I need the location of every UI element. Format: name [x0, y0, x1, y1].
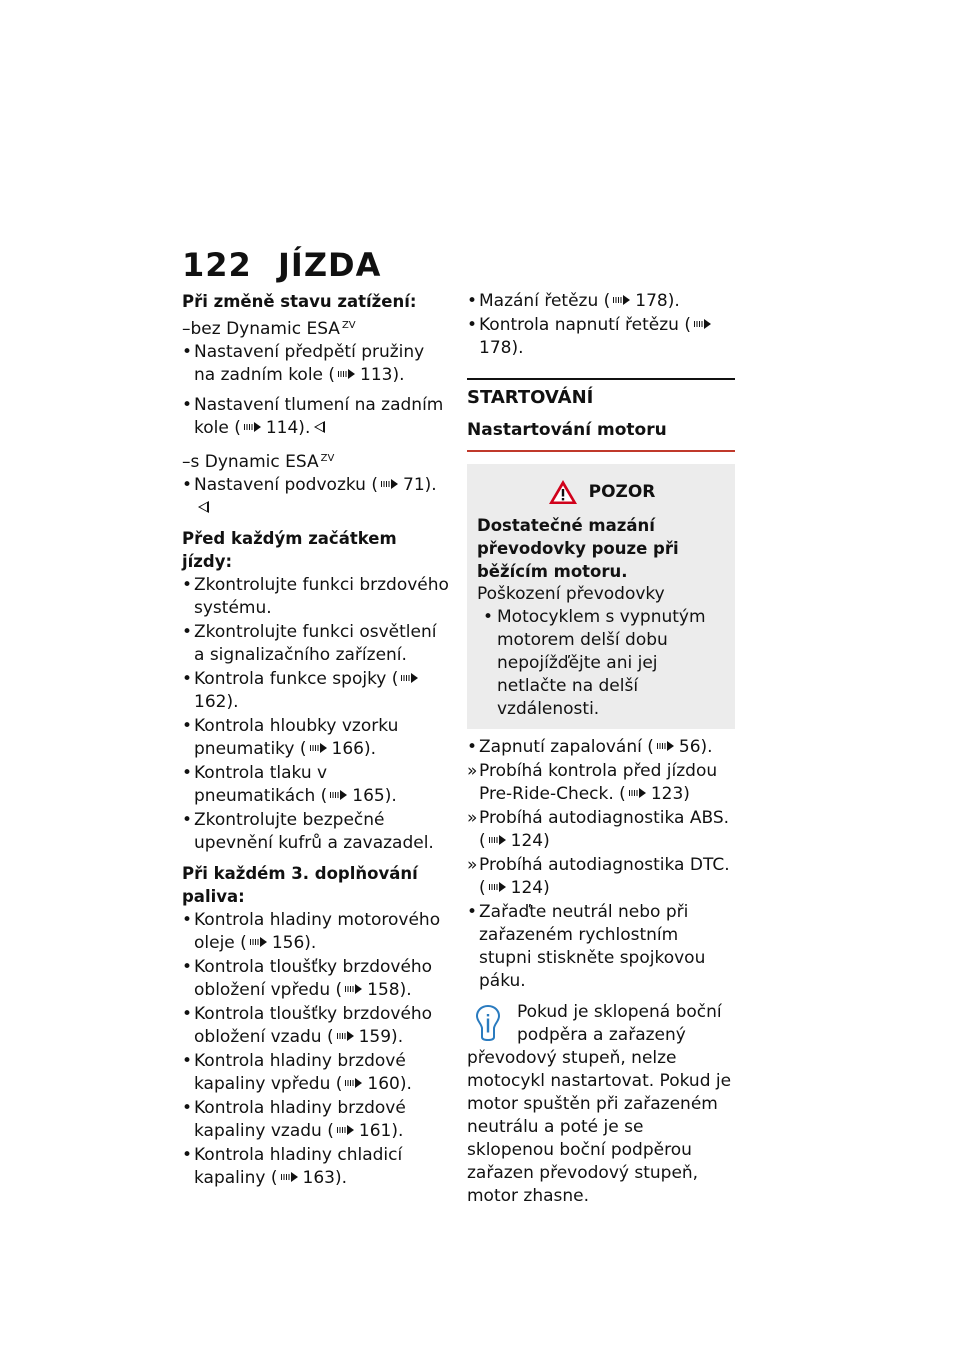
subsection-title: Nastartování motoru [467, 419, 735, 452]
list-item: • Kontrola hladiny brzdové kapaliny vpředu ( 160). [182, 1050, 450, 1096]
list-item: • Kontrola napnutí řetězu (178). [467, 314, 735, 360]
page-ref-icon [657, 741, 674, 751]
page-ref-icon [489, 835, 506, 845]
list-item: • Kontrola tloušťky brzdového obložení vpředu ( 158). [182, 956, 450, 1002]
list-item: • Kontrola hladiny brzdové kapaliny vzadu ( 161). [182, 1097, 450, 1143]
info-icon [473, 1003, 503, 1043]
list-item: • Nastavení předpětí pružiny na zadním kole ( 113). [182, 341, 450, 387]
list-item: • Kontrola hladiny chladicí kapaliny ( 163). [182, 1144, 450, 1190]
heading-every-third-refuel: Při každém 3. doplňování paliva: [182, 864, 418, 906]
end-mark-icon [314, 421, 325, 433]
list-item: • Zapnutí zapalování ( 56). [467, 736, 735, 759]
page-ref-icon [244, 422, 261, 432]
warning-statement: Dostatečné mazání převodovky pouze při běžícím motoru. [477, 516, 679, 581]
list-item: • Kontrola hloubky vzorku pneumatiky ( 166). [182, 715, 450, 761]
warning-action: • Motocyklem s vypnutým motorem delší dobu nepojížďějte ani jej netlačte na delší vzdálenosti. [477, 606, 725, 721]
list-item: • Nastavení podvozku ( 71). [182, 474, 450, 520]
list-item: • Kontrola tloušťky brzdového obložení vzadu ( 159). [182, 1003, 450, 1049]
page-ref-icon [694, 319, 711, 329]
list-item: • Zařaďte neutrál nebo při zařazeném rychlostním stupni stiskněte spojkovou páku. [467, 901, 735, 993]
warning-box [467, 464, 735, 729]
page-ref-icon [381, 479, 398, 489]
page-ref-icon [489, 882, 506, 892]
page-ref-icon [310, 743, 327, 753]
warning-cause: Poškození převodovky [477, 584, 665, 604]
chapter-title: JÍZDA [278, 246, 382, 284]
list-item: • Zkontrolujte funkci osvětlení a signalizačního zařízení. [182, 621, 450, 667]
page-ref-icon [338, 369, 355, 379]
list-item: • Kontrola funkce spojky (162). [182, 668, 450, 714]
right-column [467, 290, 735, 1208]
heading-before-ride: Před každým začátkem jízdy: [182, 529, 397, 571]
page-ref-icon [330, 790, 347, 800]
result-item: » Probíhá kontrola před jízdou Pre-Ride-Check. ( 123) [467, 760, 735, 806]
page-ref-icon [345, 1078, 362, 1088]
page-ref-icon [337, 1125, 354, 1135]
list-item: • Kontrola tlaku v pneumatikách ( 165). [182, 762, 450, 808]
warning-label: POZOR [588, 481, 656, 502]
page-ref-icon [250, 937, 267, 947]
option-superscript: ZV [320, 453, 335, 464]
page-ref-icon [337, 1031, 354, 1041]
section-title: STARTOVÁNÍ [467, 378, 735, 409]
page-ref-icon [629, 788, 646, 798]
page-ref-icon [345, 984, 362, 994]
condition-without-esa: –bez Dynamic ESA $^{ZV}$ [182, 319, 356, 339]
end-mark-icon [198, 501, 209, 513]
warning-triangle-icon [547, 478, 579, 506]
page-ref-icon [613, 295, 630, 305]
result-item: » Probíhá autodiagnostika DTC. ( 124) [467, 854, 735, 900]
list-item: • Zkontrolujte bezpečné upevnění kufrů a zavazadel. [182, 809, 450, 855]
condition-with-esa: –s Dynamic ESA $^{ZV}$ [182, 452, 335, 472]
option-superscript: ZV [341, 320, 356, 331]
info-text: Pokud je sklopená boční podpěra a zařazený převodový stupeň, nelze motocykl nastartovat. Pokud je motor spuštěn při zařazeném neutrálu a poté je se sklopenou boční podpěrou zařazen převodový stupeň, motor zhasne. [467, 1002, 732, 1206]
warning-header [477, 478, 725, 506]
page-ref-icon [281, 1172, 298, 1182]
left-column [182, 290, 450, 1191]
info-note [467, 1001, 735, 1208]
heading-load-change: Při změně stavu zatížení: [182, 292, 417, 311]
result-item: » Probíhá autodiagnostika ABS. ( 124) [467, 807, 735, 853]
list-item: • Nastavení tlumení na zadním kole ( 114). [182, 394, 450, 440]
page-ref-icon [401, 673, 418, 683]
list-item: • Mazání řetězu ( 178). [467, 290, 735, 313]
list-item: • Zkontrolujte funkci brzdového systému. [182, 574, 450, 620]
list-item: • Kontrola hladiny motorového oleje ( 156). [182, 909, 450, 955]
page-header [182, 246, 381, 284]
page-number: 122 [182, 246, 252, 284]
